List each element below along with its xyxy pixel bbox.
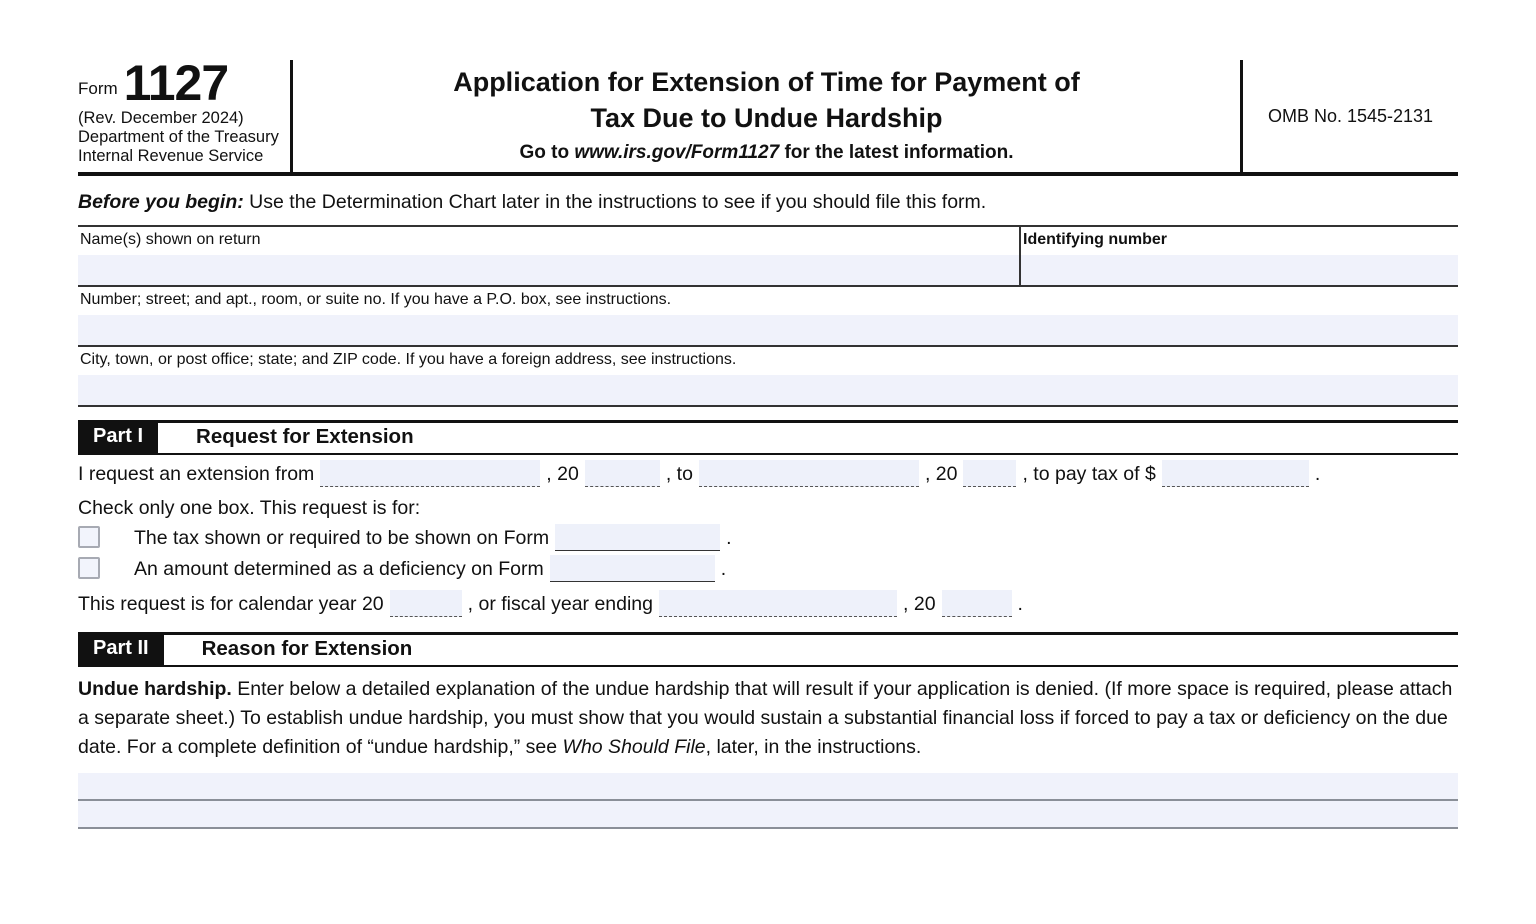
- extension-request-line: [78, 459, 1458, 489]
- identifying-number-input[interactable]: [1021, 255, 1458, 285]
- line3-period: .: [1017, 593, 1023, 615]
- street-input[interactable]: [78, 315, 1458, 345]
- name-cell: [78, 227, 1021, 285]
- part1-badge: Part I: [78, 423, 158, 453]
- part2-header: [78, 632, 1458, 667]
- deficiency-period: .: [720, 558, 727, 580]
- deficiency-label: An amount determined as a deficiency on Form: [134, 558, 544, 580]
- omb-number: OMB No. 1545-2131: [1267, 105, 1434, 126]
- calendar-year-line: [78, 589, 1458, 619]
- street-label: Number; street; and apt., room, or suite no. If you have a P.O. box, see instructions.: [80, 291, 672, 308]
- goto-suffix: for the latest information.: [779, 142, 1014, 163]
- calendar-year-text: This request is for calendar year 20: [78, 593, 384, 615]
- identifying-number-cell: [1021, 227, 1458, 285]
- comma-20-a: , 20: [546, 463, 579, 485]
- form-1127-page: [0, 55, 1536, 924]
- before-you-begin: [78, 191, 1458, 214]
- goto-line: [303, 142, 1230, 164]
- extension-to-date-input[interactable]: [699, 460, 919, 487]
- explanation-line-1[interactable]: [78, 773, 1458, 801]
- check-one-box-line: Check only one box. This request is for:: [78, 497, 421, 519]
- deficiency-form-input[interactable]: [550, 555, 715, 582]
- request-text-pre: I request an extension from: [78, 463, 315, 485]
- extension-to-year-input[interactable]: [963, 460, 1016, 487]
- form-url: www.irs.gov/Form1127: [574, 142, 780, 163]
- extension-from-date-input[interactable]: [320, 460, 540, 487]
- form-title-line-1: Application for Extension of Time for Payment of: [453, 67, 1080, 97]
- part1-header: [78, 420, 1458, 455]
- tax-shown-form-input[interactable]: [555, 524, 720, 551]
- form-number-line: [78, 55, 290, 111]
- undue-hardship-text-2: , later, in the instructions.: [705, 736, 922, 758]
- undue-hardship-paragraph: [78, 675, 1458, 762]
- calendar-year-input[interactable]: [390, 590, 462, 617]
- form-revision: (Rev. December 2024): [78, 109, 244, 127]
- city-row: [78, 347, 1458, 407]
- line1-period: .: [1314, 463, 1321, 485]
- form-title: [303, 64, 1230, 136]
- option-deficiency-row: [78, 554, 1458, 585]
- who-should-file-reference: Who Should File: [562, 736, 706, 758]
- fiscal-year-ending-input[interactable]: [659, 590, 897, 617]
- option-tax-shown-row: [78, 523, 1458, 554]
- form-number: 1127: [123, 55, 229, 111]
- fiscal-year-text: , or fiscal year ending: [467, 593, 654, 615]
- city-input[interactable]: [78, 375, 1458, 405]
- identifying-number-label: Identifying number: [1023, 231, 1167, 248]
- agency-line-1: Department of the Treasury: [78, 128, 279, 146]
- part1-title: Request for Extension: [196, 425, 414, 448]
- explanation-line-2[interactable]: [78, 801, 1458, 829]
- city-label: City, town, or post office; state; and ZIP code. If you have a foreign address, see instructions.: [80, 351, 737, 368]
- tax-shown-label: The tax shown or required to be shown on Form: [134, 527, 550, 549]
- tax-shown-period: .: [726, 527, 732, 549]
- part2-title: Reason for Extension: [201, 637, 413, 660]
- form-id-block: [78, 55, 290, 172]
- tax-shown-checkbox[interactable]: [78, 526, 100, 548]
- name-label: Name(s) shown on return: [80, 231, 261, 248]
- identity-table: [78, 225, 1458, 287]
- fiscal-year-input[interactable]: [942, 590, 1012, 617]
- before-you-begin-lead: Before you begin:: [78, 191, 244, 213]
- explanation-area: [78, 773, 1458, 829]
- form-title-line-2: Tax Due to Undue Hardship: [590, 103, 943, 133]
- tax-amount-input[interactable]: [1162, 460, 1309, 487]
- deficiency-checkbox[interactable]: [78, 557, 100, 579]
- form-title-block: [293, 60, 1240, 172]
- extension-from-year-input[interactable]: [585, 460, 660, 487]
- part2-badge: Part II: [78, 635, 164, 665]
- fiscal-comma-20: , 20: [903, 593, 936, 615]
- street-row: [78, 287, 1458, 347]
- form-word: Form: [78, 79, 118, 98]
- before-you-begin-text: Use the Determination Chart later in the instructions to see if you should file this form.: [243, 191, 987, 213]
- pay-tax-text: , to pay tax of $: [1022, 463, 1156, 485]
- undue-hardship-lead: Undue hardship.: [78, 678, 232, 700]
- form-header: [78, 55, 1458, 176]
- goto-prefix: Go to: [519, 142, 575, 163]
- name-input[interactable]: [78, 255, 1019, 285]
- to-word: , to: [665, 463, 693, 485]
- undue-hardship-text-1: Enter below a detailed explanation of the undue hardship that will result if your application is denied. (If more space is required, please attach a separate sheet.) To establish undue hardship, you must show that you would sustain a substantial financial loss if forced to pay a tax or deficiency on the due date. For a complete definition of “undue hardship,” see: [78, 678, 1453, 758]
- comma-20-b: , 20: [924, 463, 958, 485]
- agency-line-2: Internal Revenue Service: [78, 147, 264, 165]
